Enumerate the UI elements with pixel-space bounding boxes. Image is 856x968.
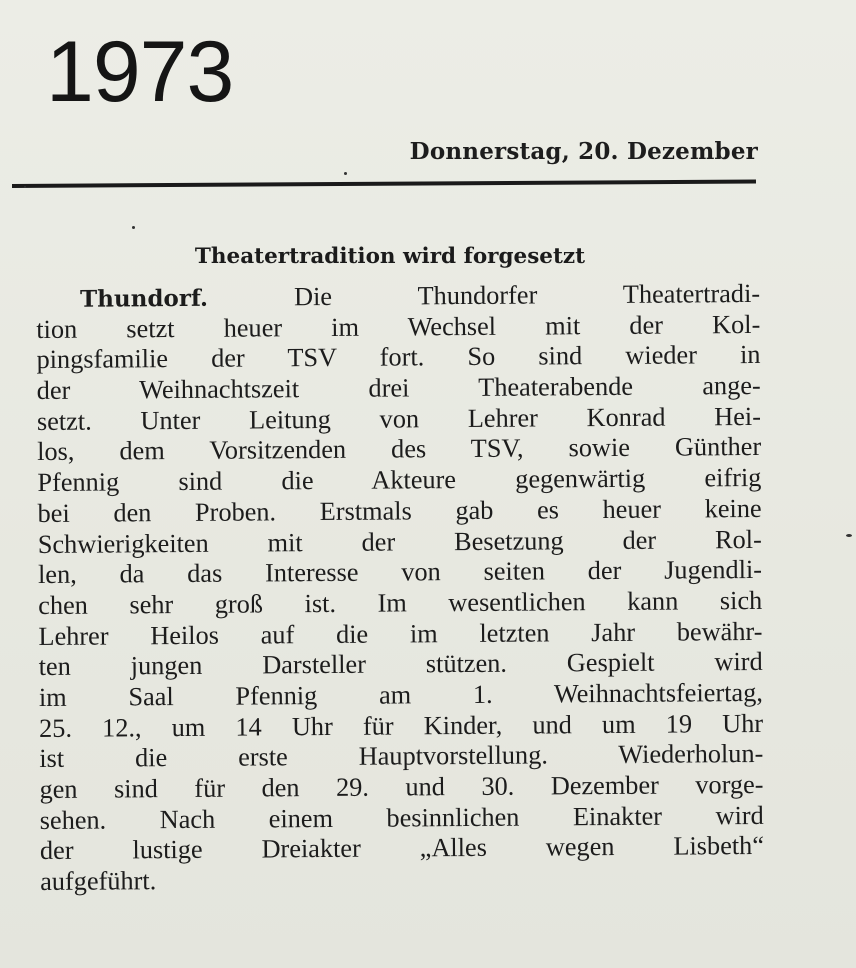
- article-line: der lustige Dreiakter „Alles wegen Lisbeth“: [39, 831, 765, 866]
- article-line: Lehrer Heilos auf die im letzten Jahr bewähr-: [38, 616, 763, 651]
- article-line: len, da das Interesse von seiten der Jugendli-: [37, 555, 763, 590]
- print-speck: [344, 172, 347, 175]
- article-line: setzt. Unter Leitung von Lehrer Konrad Hei-: [36, 401, 762, 436]
- article-line: los, dem Vorsitzenden des TSV, sowie Günther: [37, 432, 762, 467]
- article-lead: Thundorf.: [80, 284, 209, 313]
- article-line: chen sehr groß ist. Im wesentlichen kann sich: [38, 585, 763, 620]
- article-line: tion setzt heuer im Wechsel mit der Kol-: [36, 309, 761, 344]
- article-line: im Saal Pfennig am 1. Weihnachtsfeiertag,: [38, 677, 763, 712]
- article-line: der Weihnachtszeit drei Theaterabende ange-: [36, 371, 761, 406]
- article-line: gen sind für den 29. und 30. Dezember vorge-: [39, 769, 764, 804]
- article-body: [36, 279, 764, 898]
- article-line: ist die erste Hauptvorstellung. Wiederholun-: [39, 739, 764, 774]
- article-line: ten jungen Darsteller stützen. Gespielt wird: [38, 647, 763, 682]
- year-label: 1973: [46, 24, 234, 120]
- article-line: sehen. Nach einem besinnlichen Einakter wird: [39, 800, 764, 835]
- article-line: Thundorf. Die Thundorfer Theatertradi-: [80, 278, 761, 313]
- article-line: pingsfamilie der TSV fort. So sind wieder in: [36, 340, 761, 375]
- print-speck: [24, 186, 26, 188]
- header-rule: [12, 179, 756, 188]
- article-line: 25. 12., um 14 Uhr für Kinder, und um 19 Uhr: [38, 708, 764, 743]
- article-line: Pfennig sind die Akteure gegenwärtig eifrig: [37, 463, 762, 498]
- print-speck: [132, 226, 135, 229]
- article-line: bei den Proben. Erstmals gab es heuer keine: [37, 493, 762, 528]
- article-headline: Theatertradition wird forgesetzt: [194, 244, 586, 269]
- article-line: aufgeführt.: [40, 866, 157, 897]
- dateline: Donnerstag, 20. Dezember: [409, 138, 758, 165]
- print-speck: [846, 534, 852, 537]
- article-line: Schwierigkeiten mit der Besetzung der Rol-: [37, 524, 762, 559]
